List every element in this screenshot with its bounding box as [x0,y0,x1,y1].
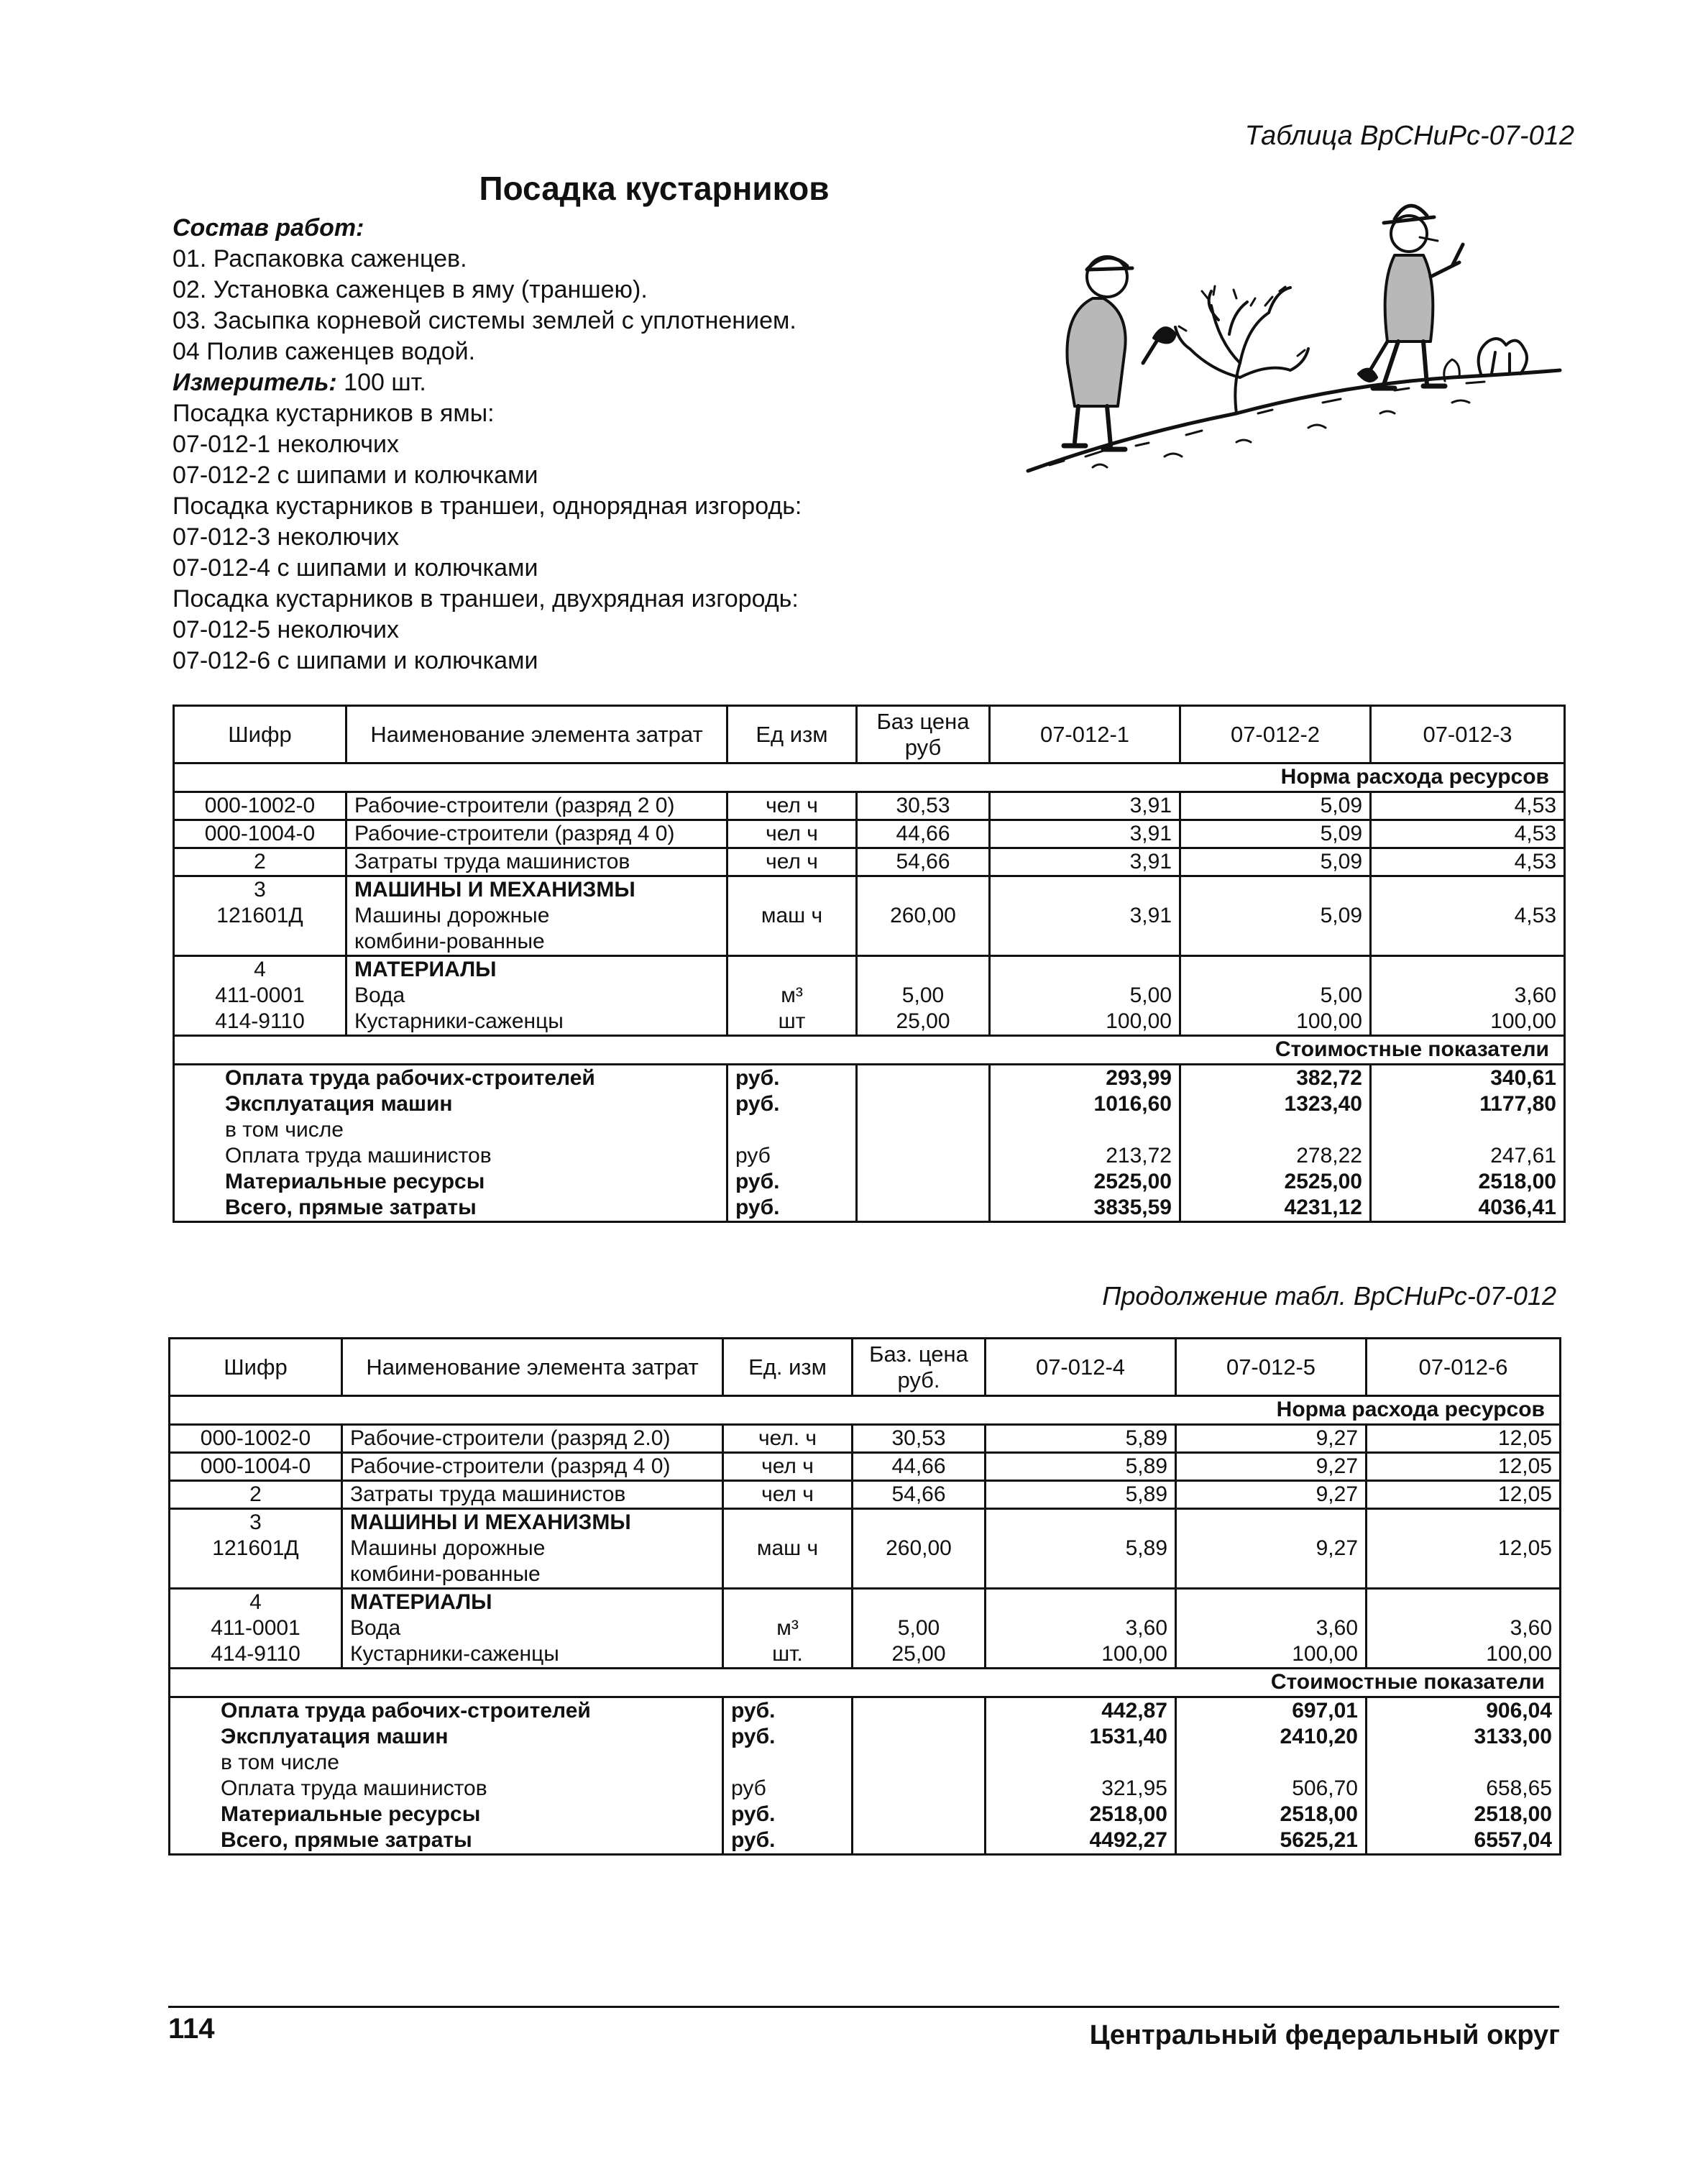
group-item: 07-012-4 с шипами и колючками [173,554,538,582]
cost-value: 1531,40 [1089,1725,1167,1748]
row-value: 12,05 [1367,1453,1561,1481]
cost-col [1180,1065,1371,1222]
group-item: 07-012-3 неколючих [173,523,399,551]
cost-value [1184,1750,1358,1776]
unit-shrub: шт. [772,1642,803,1666]
cost-value: 697,01 [1292,1699,1358,1723]
item-code: 121601Д [216,904,303,927]
row-unit: чел ч [727,848,857,876]
cost-unit: руб [731,1776,766,1800]
table-row [170,1425,1561,1453]
row-value: 5,89 [986,1481,1176,1509]
work-item: 02. Установка саженцев в яму (траншею). [173,276,648,303]
row-unit: чел ч [727,820,857,848]
table-row [170,1509,1561,1589]
value-water: 5,00 [1129,983,1172,1007]
cost-value: 247,61 [1490,1144,1556,1168]
cost-unit: руб. [735,1196,780,1219]
row-value: 3,91 [990,792,1180,820]
continuation-reference: Продолжение табл. ВрСНиРс-07-012 [1102,1281,1556,1311]
cost-unit [735,1117,848,1143]
row-value: 5,89 [986,1509,1176,1589]
table-row [174,876,1565,956]
col-header-unit: Ед. изм [723,1339,853,1396]
cost-block [174,1065,1565,1222]
col-header-code: Шифр [170,1339,342,1396]
cost-label: Оплата труда машинистов [221,1776,487,1800]
row-value: 3,91 [990,876,1180,956]
item-name: Машины дорожные комбини-рованные [354,904,550,953]
cost-value: 2518,00 [1280,1802,1358,1826]
row-price: 54,66 [857,848,990,876]
row-value: 5,09 [1180,848,1371,876]
col-header-code: Шифр [174,706,346,763]
unit-water: м³ [781,983,803,1007]
cost-value: 293,99 [1106,1066,1172,1090]
value-water: 3,60 [1125,1616,1167,1640]
col-header-name: Наименование элемента затрат [346,706,727,763]
row-value [1367,1589,1561,1669]
cost-value: 278,22 [1296,1144,1362,1168]
cost-col [1176,1697,1367,1855]
cost-band: Стоимостные показатели [170,1669,1561,1697]
row-price [857,956,990,1036]
row-value: 5,89 [986,1453,1176,1481]
row-name: Затраты труда машинистов [342,1481,723,1509]
gardeners-illustration [1021,198,1567,485]
row-value [1180,956,1371,1036]
cost-value: 4036,41 [1478,1196,1556,1219]
page-number: 114 [168,2013,215,2045]
cost-value: 1323,40 [1284,1092,1362,1116]
page-title: Посадка кустарников [479,170,830,207]
row-value [990,956,1180,1036]
item-code: 411-0001 [211,1616,300,1640]
cost-col [1367,1697,1561,1855]
value-shrub: 100,00 [1292,1642,1358,1666]
row-price: 30,53 [853,1425,986,1453]
value-shrub: 100,00 [1106,1009,1172,1033]
cost-unit: руб. [731,1699,776,1723]
col-header-variant: 07-012-6 [1367,1339,1561,1396]
footer-divider [168,2006,1559,2008]
cost-value: 1016,60 [1093,1092,1172,1116]
row-value: 5,09 [1180,876,1371,956]
col-header-variant: 07-012-5 [1176,1339,1367,1396]
row-name [346,956,727,1036]
group-title: МАШИНЫ И МЕХАНИЗМЫ [354,878,635,902]
price-water: 5,00 [897,1616,940,1640]
unit-shrub: шт [778,1009,806,1033]
cost-unit: руб. [735,1092,780,1116]
row-value: 3,91 [990,848,1180,876]
cost-label: Эксплуатация машин [225,1092,453,1116]
item-name: Вода [350,1616,401,1640]
group-title: МАТЕРИАЛЫ [350,1590,492,1614]
row-value: 9,27 [1176,1453,1367,1481]
cost-label: Всего, прямые затраты [221,1828,472,1852]
cost-value: 2525,00 [1284,1170,1362,1193]
row-code: 000-1004-0 [170,1453,342,1481]
cost-value: 506,70 [1292,1776,1358,1800]
row-price: 54,66 [853,1481,986,1509]
cost-col [986,1697,1176,1855]
item-code: 411-0001 [215,983,305,1007]
row-value: 9,27 [1176,1509,1367,1589]
row-value: 12,05 [1367,1425,1561,1453]
cost-col [990,1065,1180,1222]
row-price: 44,66 [857,820,990,848]
resource-table-1 [173,705,1566,1223]
price-shrub: 25,00 [896,1009,950,1033]
row-price [853,1589,986,1669]
value-water: 5,00 [1320,983,1362,1007]
cost-units [727,1065,857,1222]
value-shrub: 100,00 [1296,1009,1362,1033]
item-name: Вода [354,983,405,1007]
row-code [170,1509,342,1589]
cost-value: 382,72 [1296,1066,1362,1090]
row-code [170,1589,342,1669]
row-code: 000-1004-0 [174,820,346,848]
value-shrub: 100,00 [1101,1642,1167,1666]
cost-unit: руб. [731,1802,776,1826]
price-shrub: 25,00 [891,1642,946,1666]
cost-label: Оплата труда рабочих-строителей [221,1699,591,1723]
table-header [174,706,1565,763]
row-unit: маш ч [727,876,857,956]
item-code: 414-9110 [211,1642,300,1666]
row-value [986,1589,1176,1669]
table-row [174,820,1565,848]
row-name [346,876,727,956]
cost-value: 3133,00 [1474,1725,1552,1748]
group-code: 4 [254,958,266,981]
col-header-variant: 07-012-2 [1180,706,1371,763]
cost-value: 1177,80 [1479,1092,1556,1116]
cost-value: 442,87 [1101,1699,1167,1723]
row-name: Рабочие-строители (разряд 4 0) [346,820,727,848]
col-header-price: Баз. цена руб. [853,1339,986,1396]
row-value: 12,05 [1367,1509,1561,1589]
row-value: 3,91 [990,820,1180,848]
table-row [174,956,1565,1036]
row-name: Рабочие-строители (разряд 4 0) [342,1453,723,1481]
cost-value: 3835,59 [1093,1196,1172,1219]
row-price: 44,66 [853,1453,986,1481]
row-unit: чел ч [723,1481,853,1509]
row-name [342,1589,723,1669]
group-heading: Посадка кустарников в ямы: [173,400,495,427]
row-price: 260,00 [853,1509,986,1589]
work-item: 03. Засыпка корневой системы землей с уплотнением. [173,307,796,334]
norm-band: Норма расхода ресурсов [170,1396,1561,1425]
footer-region: Центральный федеральный округ [1089,2020,1560,2050]
group-item: 07-012-5 неколючих [173,616,399,643]
table-row [174,792,1565,820]
work-description [173,213,1006,676]
cost-label: в том числе [221,1751,339,1774]
row-code: 2 [174,848,346,876]
cost-unit [731,1750,844,1776]
cost-label: в том числе [225,1118,344,1142]
cost-value: 2525,00 [1093,1170,1172,1193]
row-value: 4,53 [1371,848,1565,876]
cost-value [1374,1750,1552,1776]
unit-water: м³ [776,1616,799,1640]
cost-value: 2518,00 [1478,1170,1556,1193]
table-header [170,1339,1561,1396]
item-code: 121601Д [212,1536,299,1560]
cost-unit: руб. [731,1828,776,1852]
group-title: МАШИНЫ И МЕХАНИЗМЫ [350,1510,631,1534]
row-unit: чел. ч [723,1425,853,1453]
row-price: 260,00 [857,876,990,956]
table-row [170,1481,1561,1509]
cost-label: Оплата труда рабочих-строителей [225,1066,595,1090]
item-name: Кустарники-саженцы [350,1642,559,1666]
group-item: 07-012-6 с шипами и колючками [173,647,538,674]
cost-col [1371,1065,1565,1222]
group-heading: Посадка кустарников в траншеи, двухрядная изгородь: [173,585,799,613]
cost-value [1188,1117,1362,1143]
norm-band: Норма расхода ресурсов [174,763,1565,792]
cost-value: 321,95 [1101,1776,1167,1800]
row-code: 2 [170,1481,342,1509]
price-water: 5,00 [901,983,945,1007]
col-header-variant: 07-012-1 [990,706,1180,763]
cost-value [998,1117,1172,1143]
work-item: 04 Полив саженцев водой. [173,338,476,365]
table-row [174,848,1565,876]
cost-block [170,1697,1561,1855]
col-header-variant: 07-012-4 [986,1339,1176,1396]
cost-label: Материальные ресурсы [225,1170,485,1193]
col-header-name: Наименование элемента затрат [342,1339,723,1396]
row-name [342,1509,723,1589]
cost-value [993,1750,1167,1776]
cost-value: 6557,04 [1474,1828,1552,1852]
row-unit: маш ч [723,1509,853,1589]
value-water: 3,60 [1510,1616,1552,1640]
row-value: 5,89 [986,1425,1176,1453]
table-row [170,1589,1561,1669]
cost-value: 5625,21 [1280,1828,1358,1852]
row-value: 4,53 [1371,792,1565,820]
row-price: 30,53 [857,792,990,820]
group-item: 07-012-2 с шипами и колючками [173,462,538,489]
cost-unit: руб. [731,1725,776,1748]
work-item: 01. Распаковка саженцев. [173,245,467,272]
cost-value: 2518,00 [1089,1802,1167,1826]
item-name: Машины дорожные комбини-рованные [350,1536,546,1586]
row-code [174,956,346,1036]
cost-value [1379,1117,1556,1143]
row-code: 000-1002-0 [174,792,346,820]
cost-labels [170,1697,723,1855]
cost-unit: руб. [735,1066,780,1090]
cost-price-empty [857,1065,990,1222]
row-unit [727,956,857,1036]
row-value: 9,27 [1176,1425,1367,1453]
cost-unit: руб [735,1144,771,1168]
cost-value: 340,61 [1490,1066,1556,1090]
group-title: МАТЕРИАЛЫ [354,958,497,981]
cost-value: 2410,20 [1280,1725,1358,1748]
cost-units [723,1697,853,1855]
row-value [1371,956,1565,1036]
row-value: 5,09 [1180,820,1371,848]
group-item: 07-012-1 неколючих [173,431,399,458]
row-value: 9,27 [1176,1481,1367,1509]
works-label: Состав работ: [173,214,364,242]
cost-labels [174,1065,727,1222]
cost-label: Оплата труда машинистов [225,1144,492,1168]
table-reference: Таблица ВрСНиРс-07-012 [1244,121,1574,151]
cost-label: Всего, прямые затраты [225,1196,477,1219]
meter-value: 100 шт. [336,369,426,396]
row-value [1176,1589,1367,1669]
resource-table-2 [168,1337,1561,1856]
cost-value: 4231,12 [1284,1196,1362,1219]
cost-label: Эксплуатация машин [221,1725,449,1748]
row-value: 4,53 [1371,876,1565,956]
row-value: 12,05 [1367,1481,1561,1509]
value-water: 3,60 [1514,983,1556,1007]
cost-label: Материальные ресурсы [221,1802,481,1826]
cost-value: 906,04 [1486,1699,1552,1723]
col-header-price: Баз цена руб [857,706,990,763]
cost-value: 658,65 [1486,1776,1552,1800]
group-code: 4 [249,1590,262,1614]
row-unit [723,1589,853,1669]
item-name: Кустарники-саженцы [354,1009,564,1033]
cost-price-empty [853,1697,986,1855]
table-row [170,1453,1561,1481]
col-header-variant: 07-012-3 [1371,706,1565,763]
cost-value: 4492,27 [1089,1828,1167,1852]
row-code [174,876,346,956]
cost-band: Стоимостные показатели [174,1036,1565,1065]
meter-line [173,367,1006,398]
row-name: Рабочие-строители (разряд 2.0) [342,1425,723,1453]
meter-label: Измеритель: [173,369,337,396]
col-header-unit: Ед изм [727,706,857,763]
row-unit: чел ч [727,792,857,820]
row-code: 000-1002-0 [170,1425,342,1453]
item-code: 414-9110 [215,1009,305,1033]
value-water: 3,60 [1316,1616,1358,1640]
row-name: Затраты труда машинистов [346,848,727,876]
cost-unit: руб. [735,1170,780,1193]
row-value: 4,53 [1371,820,1565,848]
group-code: 3 [254,878,266,902]
row-name: Рабочие-строители (разряд 2 0) [346,792,727,820]
group-code: 3 [249,1510,262,1534]
value-shrub: 100,00 [1486,1642,1552,1666]
value-shrub: 100,00 [1490,1009,1556,1033]
row-unit: чел ч [723,1453,853,1481]
row-value: 5,09 [1180,792,1371,820]
group-heading: Посадка кустарников в траншеи, однорядная изгородь: [173,492,802,520]
cost-value: 2518,00 [1474,1802,1552,1826]
cost-value: 213,72 [1106,1144,1172,1168]
